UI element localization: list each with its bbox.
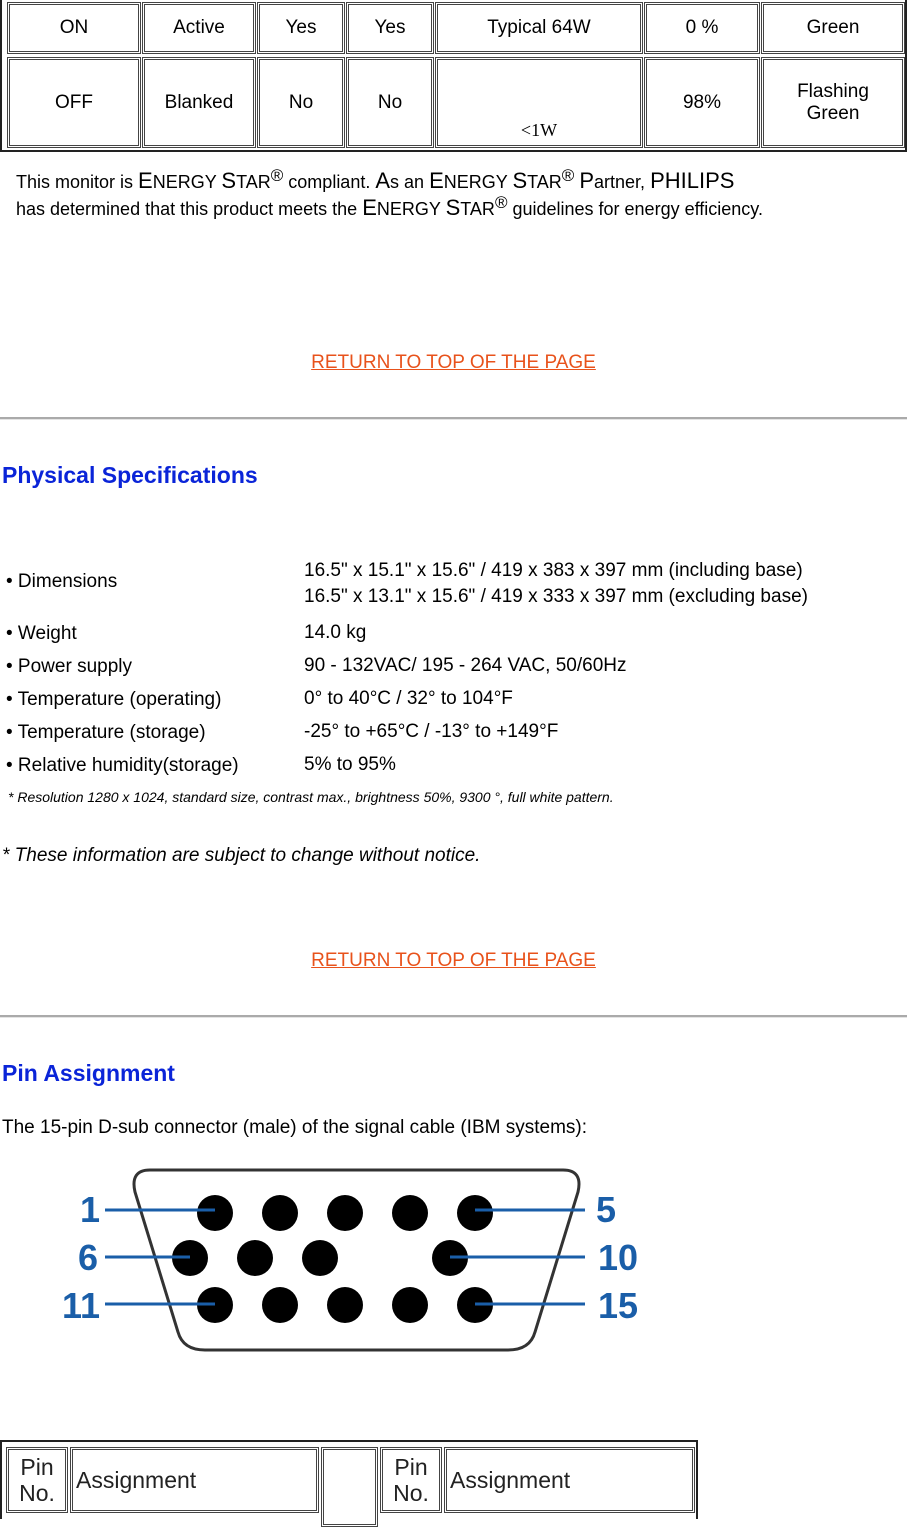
return-to-top-link[interactable]: RETURN TO TOP OF THE PAGE [311,950,596,971]
table-header-assignment: Assignment [444,1447,695,1513]
table-cell: No [257,57,345,148]
spec-label: • Dimensions [6,571,118,592]
table-cell: Yes [257,2,345,54]
table-cell: Blanked [142,57,256,148]
section-heading-physical: Physical Specifications [2,462,258,488]
table-cell: Green [761,2,905,54]
table-cell: Active [142,2,256,54]
pin-label-10: 10 [598,1237,639,1278]
table-cell: No [346,57,434,148]
registered-mark: ® [494,193,508,212]
change-notice: * These information are subject to change without notice. [2,845,481,866]
table-cell: Yes [346,2,434,54]
pin-assignment-table [0,1440,698,1519]
spec-label: • Weight [6,623,77,644]
registered-mark: ® [270,166,284,185]
table-cell: <1W [435,57,643,148]
pin-intro-text: The 15-pin D-sub connector (male) of the signal cable (IBM systems): [2,1117,588,1138]
registered-mark: ® [561,166,575,185]
spec-label: • Power supply [6,656,132,677]
power-management-table [0,0,907,152]
table-header-assignment: Assignment [70,1447,319,1513]
section-heading-pin-assignment: Pin Assignment [2,1060,175,1086]
resolution-note: * Resolution 1280 x 1024, standard size, contrast max., brightness 50%, 9300 °, full white pattern. [8,789,614,805]
spec-label: • Temperature (operating) [6,689,222,710]
pin-label-15: 15 [598,1285,639,1326]
return-to-top-link[interactable]: RETURN TO TOP OF THE PAGE [311,352,596,373]
divider [0,1015,907,1018]
table-cell: 98% [644,57,760,148]
table-header-pin-no: Pin No. [6,1447,68,1513]
table-cell: Flashing Green [761,57,905,148]
divider [0,417,907,420]
table-spacer-cell [321,1447,378,1527]
spec-label: • Relative humidity(storage) [6,755,239,776]
table-header-pin-no: Pin No. [380,1447,442,1513]
table-cell: OFF [7,57,141,148]
spec-value: 90 - 132VAC/ 195 - 264 VAC, 50/60Hz [304,655,627,676]
spec-value: -25° to +65°C / -13° to +149°F [304,721,559,742]
table-cell: 0 % [644,2,760,54]
spec-value: 14.0 kg [304,622,367,643]
spec-value: 16.5" x 15.1" x 15.6" / 419 x 383 x 397 mm (including base) 16.5" x 13.1" x 15.6" / 419 x 333 x 397 mm (excluding base) [304,560,808,607]
pin-label-5: 5 [596,1189,617,1230]
pin-label-11: 11 [62,1285,101,1326]
vga-connector-diagram [0,1150,700,1370]
pin-label-1: 1 [80,1189,101,1230]
energy-star-statement: This monitor is ENERGY STAR® compliant. As an ENERGY STAR® Partner, PHILIPS has determined that this product meets the ENERGY STAR® guidelines for energy efficiency. [16,166,763,220]
spec-value: 0° to 40°C / 32° to 104°F [304,688,513,709]
spec-value: 5% to 95% [304,754,396,775]
table-cell: ON [7,2,141,54]
pin-label-6: 6 [78,1237,99,1278]
table-cell: Typical 64W [435,2,643,54]
spec-label: • Temperature (storage) [6,722,206,743]
